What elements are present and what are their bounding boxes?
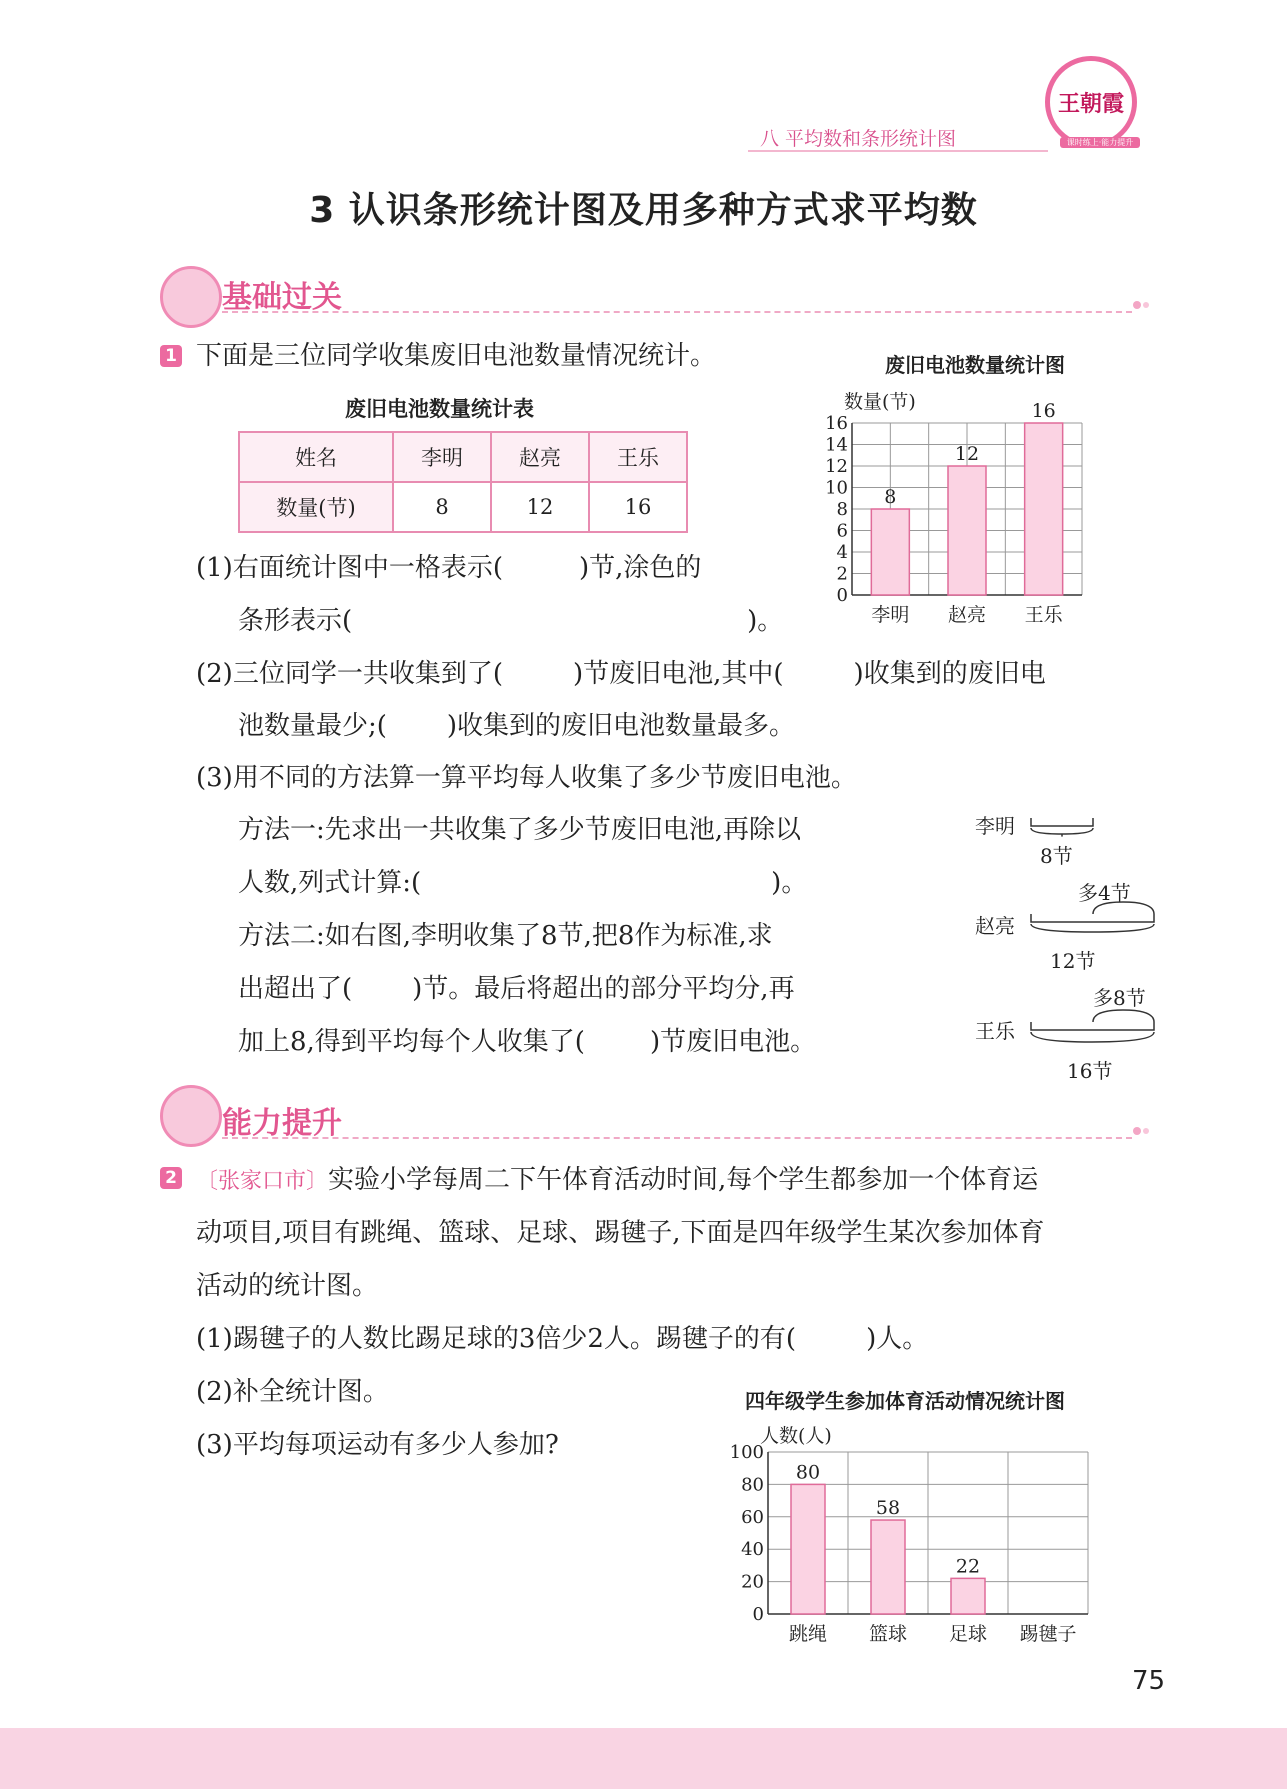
text-segment: )。 — [771, 868, 808, 898]
bar — [871, 1520, 905, 1614]
section2-divider — [222, 1137, 1132, 1139]
wangle-total-brace — [1031, 1032, 1154, 1042]
footer-band — [0, 1728, 1287, 1789]
q2-line1 — [196, 1165, 1038, 1197]
bar — [951, 1578, 985, 1614]
q1-part2-line1 — [196, 659, 1046, 689]
x-category-label: 王乐 — [1024, 604, 1063, 625]
y-tick-label: 0 — [752, 1604, 764, 1625]
text-segment: (1)右面统计图中一格表示( — [196, 553, 503, 583]
bar-value-label: 8 — [884, 486, 897, 508]
q1-part2-line2 — [238, 711, 795, 741]
y-tick-label: 20 — [741, 1571, 764, 1593]
text-segment: 出超出了( — [238, 974, 353, 1004]
section-mascot-icon — [160, 266, 222, 328]
diagram-wangle-total: 16节 — [1067, 1059, 1113, 1083]
bar-value-label: 80 — [795, 1461, 821, 1484]
logo-subtitle: 课时练上·能力提升 — [1060, 137, 1140, 148]
chart-title: 废旧电池数量统计图 — [885, 353, 1065, 377]
x-category-label: 跳绳 — [788, 1623, 828, 1645]
text-segment: (2)三位同学一共收集到了( — [196, 659, 503, 689]
y-tick-label: 2 — [836, 563, 848, 585]
y-tick-label: 100 — [729, 1442, 764, 1463]
diagram-zhaoliang-label: 赵亮 — [975, 914, 1015, 938]
x-category-label: 赵亮 — [947, 604, 987, 625]
method1-line2 — [238, 868, 807, 898]
text-segment: 实验小学每周二下午体育活动时间,每个学生都参加一个体育运 — [328, 1165, 1039, 1195]
bar — [791, 1484, 825, 1614]
y-tick-label: 60 — [741, 1506, 764, 1528]
table-header-cell: 赵亮 — [491, 432, 589, 482]
q1-part1-line2 — [238, 606, 783, 636]
bar-value-label: 16 — [1031, 400, 1056, 422]
table-header-cell: 姓名 — [239, 432, 393, 482]
section1-title: 基础过关 — [222, 280, 342, 315]
zhaoliang-total-brace — [1031, 924, 1154, 932]
wangle-extra-brace — [1093, 1010, 1154, 1022]
q2-part2: (2)补全统计图。 — [196, 1377, 389, 1407]
text-segment: )人。 — [866, 1324, 929, 1354]
q2-line3: 活动的统计图。 — [196, 1271, 379, 1301]
method1-line1: 方法一:先求出一共收集了多少节废旧电池,再除以 — [238, 815, 802, 845]
text-segment: )节废旧电池。 — [649, 1027, 817, 1057]
table-header-cell: 王乐 — [589, 432, 687, 482]
source-tag: 〔张家口市〕 — [196, 1169, 329, 1194]
liming-segment — [1031, 818, 1093, 826]
text-segment: 加上8,得到平均每个人收集了( — [238, 1027, 585, 1057]
dots-icon — [1132, 300, 1150, 310]
y-tick-label: 12 — [825, 456, 848, 477]
chart-ylabel: 数量(节) — [844, 391, 916, 413]
question-number: 1 — [160, 345, 182, 367]
section1-divider — [222, 311, 1132, 313]
bar — [871, 509, 909, 595]
diagram-liming-label: 李明 — [975, 814, 1015, 838]
q1-part1-line1 — [196, 553, 701, 583]
y-tick-label: 4 — [836, 542, 848, 563]
q2-part1 — [196, 1324, 928, 1354]
text-segment: )收集到的废旧电 — [853, 659, 1046, 689]
y-tick-label: 16 — [825, 413, 848, 434]
text-segment: 池数量最少;( — [238, 711, 387, 741]
brace-diagram — [1025, 810, 1165, 1070]
y-tick-label: 0 — [836, 585, 848, 606]
table-cell: 16 — [589, 482, 687, 532]
section-mascot-icon — [160, 1085, 222, 1147]
text-segment: 条形表示( — [238, 606, 353, 636]
y-tick-label: 80 — [741, 1474, 764, 1496]
text-segment: )。 — [747, 606, 784, 636]
y-tick-label: 6 — [836, 520, 848, 542]
text-segment: )节,涂色的 — [578, 553, 702, 583]
battery-table — [238, 431, 688, 533]
y-tick-label: 10 — [825, 477, 848, 499]
y-tick-label: 40 — [741, 1539, 764, 1561]
x-category-label: 足球 — [948, 1623, 988, 1645]
liming-brace — [1031, 828, 1093, 836]
dots-icon — [1132, 1126, 1150, 1136]
question-number: 2 — [160, 1167, 182, 1189]
table-cell: 8 — [393, 482, 491, 532]
chapter-heading: 八 平均数和条形统计图 — [760, 128, 957, 150]
q1-intro: 下面是三位同学收集废旧电池数量情况统计。 — [196, 341, 717, 371]
bar — [948, 466, 986, 595]
text-segment: )节废旧电池,其中( — [572, 659, 784, 689]
diagram-liming-total: 8节 — [1040, 844, 1073, 868]
chart-title: 四年级学生参加体育活动情况统计图 — [745, 1389, 1065, 1413]
q1-part3: (3)用不同的方法算一算平均每人收集了多少节废旧电池。 — [196, 763, 857, 793]
text-segment: 人数,列式计算:( — [238, 868, 422, 898]
bar-value-label: 22 — [955, 1555, 981, 1578]
chart-ylabel: 人数(人) — [760, 1425, 832, 1447]
diagram-zhaoliang-extra: 多4节 — [1078, 881, 1131, 905]
bar-value-label: 12 — [954, 443, 980, 465]
publisher-logo: 王朝霞 — [1045, 56, 1137, 148]
x-category-label: 李明 — [871, 604, 910, 625]
x-category-label: 篮球 — [868, 1623, 908, 1645]
table-caption: 废旧电池数量统计表 — [345, 397, 534, 421]
y-tick-label: 14 — [825, 434, 848, 456]
table-row — [239, 482, 687, 532]
page-title: 3 认识条形统计图及用多种方式求平均数 — [309, 190, 978, 231]
table-cell: 12 — [491, 482, 589, 532]
zhaoliang-extra-brace — [1093, 902, 1154, 914]
method2-line1: 方法二:如右图,李明收集了8节,把8作为标准,求 — [238, 921, 773, 951]
method2-line3 — [238, 1027, 816, 1057]
x-category-label: 踢毽子 — [1019, 1623, 1077, 1645]
method2-line2 — [238, 974, 795, 1004]
sports-bar-chart — [700, 1380, 1120, 1650]
zhaoliang-segment — [1031, 914, 1154, 922]
section2-title: 能力提升 — [222, 1106, 342, 1141]
table-header-cell: 李明 — [393, 432, 491, 482]
bar — [1025, 423, 1063, 595]
wangle-segment — [1031, 1022, 1154, 1030]
text-segment: )节。最后将超出的部分平均分,再 — [412, 974, 795, 1004]
q2-line2: 动项目,项目有跳绳、篮球、足球、踢毽子,下面是四年级学生某次参加体育 — [196, 1218, 1045, 1248]
table-row-label: 数量(节) — [239, 482, 393, 532]
y-tick-label: 8 — [836, 499, 848, 520]
text-segment: (1)踢毽子的人数比踢足球的3倍少2人。踢毽子的有( — [196, 1324, 797, 1354]
diagram-zhaoliang-total: 12节 — [1050, 949, 1096, 973]
page-number: 75 — [1132, 1666, 1166, 1696]
diagram-wangle-extra: 多8节 — [1093, 986, 1146, 1010]
table-row — [239, 432, 687, 482]
diagram-wangle-label: 王乐 — [975, 1019, 1015, 1043]
chapter-underline — [748, 150, 1048, 152]
bar-value-label: 58 — [875, 1497, 901, 1520]
battery-bar-chart — [800, 345, 1160, 625]
q2-part3: (3)平均每项运动有多少人参加? — [196, 1430, 559, 1460]
text-segment: )收集到的废旧电池数量最多。 — [446, 711, 796, 741]
